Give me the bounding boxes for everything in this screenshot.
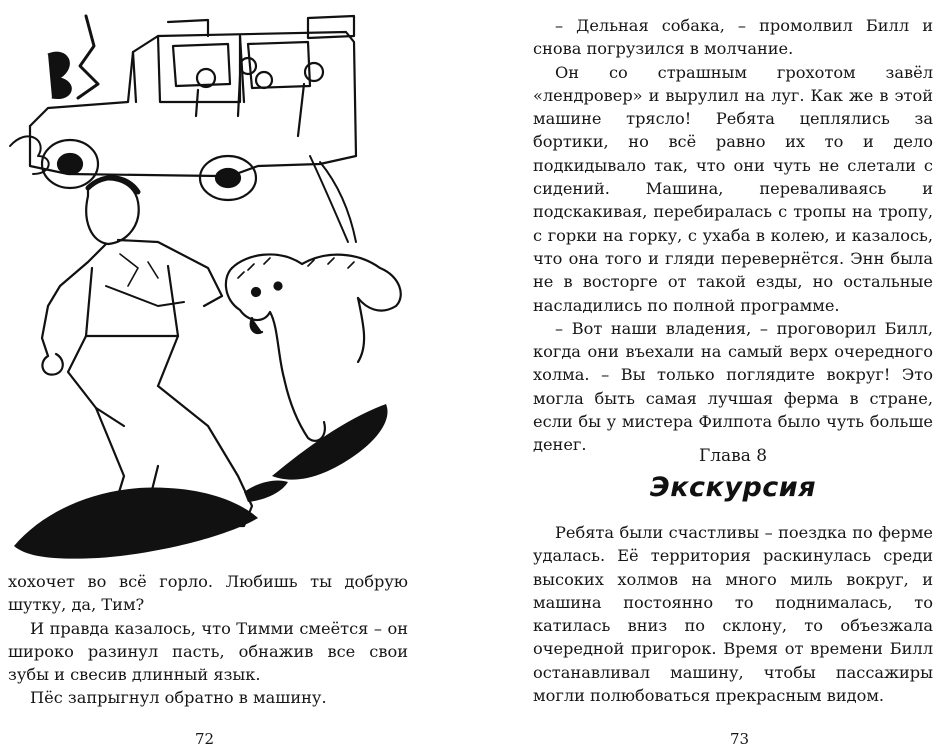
right-page-text-top xyxy=(533,14,933,457)
chapter-title: Экскурсия xyxy=(649,472,817,503)
paragraph: И правда казалось, что Тимми смеётся – он широко разинул пасть, обнажив все свои зубы и свесив длинный язык. xyxy=(8,618,408,685)
paragraph: – Вот наши владения, – проговорил Билл, когда они въехали на самый верх очередного холма. – Вы только поглядите вокруг! Это могла быть самая лучшая ферма в стране, если бы у мистера Филпота было чуть больше денег. xyxy=(533,318,933,455)
left-page-text xyxy=(8,570,408,710)
chapter-illustration xyxy=(8,6,412,562)
paragraph: хохочет во всё горло. Любишь ты добрую шутку, да, Тим? xyxy=(8,572,408,615)
right-page xyxy=(468,0,936,752)
paragraph: Ребята были счастливы – поездка по ферме удалась. Её территория раскинулась среди высоких холмов на много миль вокруг, и машина постоянно то поднималась, то катилась вниз по склону, то объезжала очередной пригорок. Время от времени Билл останавливал машину, чтобы пассажиры могли полюбоваться прекрасным видом. xyxy=(533,523,933,706)
chapter-label: Глава 8 xyxy=(698,446,768,466)
paragraph: Пёс запрыгнул обратно в машину. xyxy=(30,688,327,708)
right-page-text-bottom xyxy=(533,521,933,707)
paragraph: Он со страшным грохотом завёл «лендровер» и вырулил на луг. Как же в этой машине трясло! Ребята цеплялись за бортики, но всё равно их то и дело подкидывало так, что они чуть не слетали с сидений. Машина, переваливаясь и подскакивая, перебиралась с тропы на тропу, с горки на горку, с ухаба в колею, и казалось, что она того и гляди перевернётся. Энн была не в восторге от такой езды, но остальные насладились по полной программе. xyxy=(533,62,933,315)
page-number: 72 xyxy=(195,730,215,748)
page-number: 73 xyxy=(730,730,750,748)
paragraph: – Дельная собака, – промолвил Билл и снова погрузился в молчание. xyxy=(533,16,933,59)
